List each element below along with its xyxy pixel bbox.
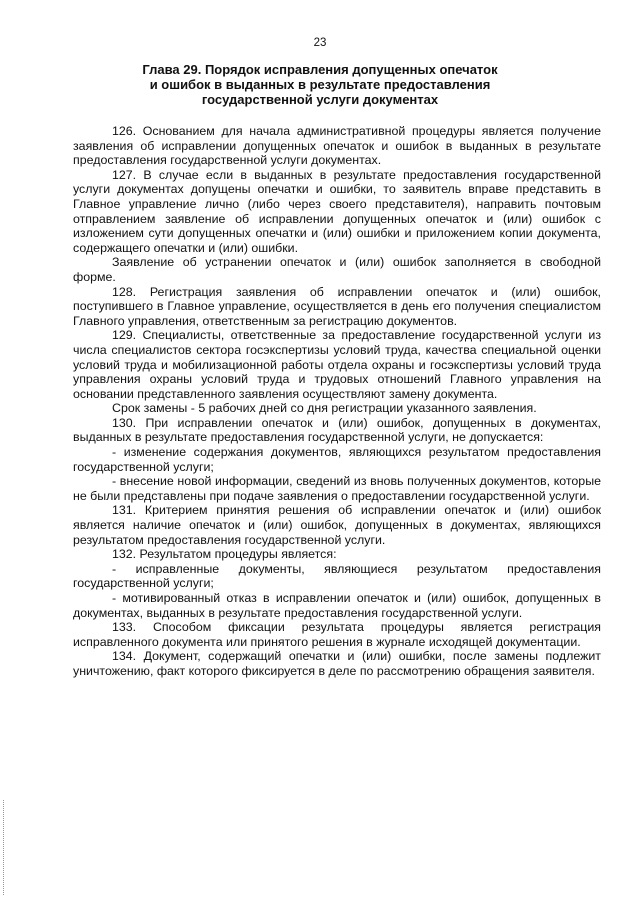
paragraph-127: 127. В случае если в выданных в результате предоставления государственной услуги документах допущены опечатки и ошибки, то заявитель вправе представить в Главное управление лично (либо через своего представителя), направить почтовым отправлением заявление об исправлении допущенных опечаток и (или) ошибок с изложением сути допущенных опечатки и (или) ошибки и приложением копии документа, содержащего опечатки и (или) ошибки. xyxy=(73,167,601,255)
page-number: 23 xyxy=(313,37,327,49)
paragraph-128: 128. Регистрация заявления об исправлении опечаток и (или) ошибок, поступившего в Главное управление, осуществляется в день его получения специалистом Главного управления, ответственным за регистрацию документов. xyxy=(73,284,601,328)
chapter-heading-line: Глава 29. Порядок исправления допущенных опечаток xyxy=(142,62,498,77)
chapter-heading-line: и ошибок в выданных в результате предоставления xyxy=(149,77,491,92)
paragraph-133: 133. Способом фиксации результата процедуры является регистрация исправленного документа или принятого решения в журнале исходящей документации. xyxy=(73,620,601,649)
paragraph-132: 132. Результатом процедуры является: xyxy=(112,547,337,562)
paragraph-126: 126. Основанием для начала административной процедуры является получение заявления об исправлении допущенных опечаток и ошибок в выданных в результате предоставления государственной услуги документах. xyxy=(73,124,601,168)
paragraph-131: 131. Критерием принятия решения об исправлении опечаток и (или) ошибок является наличие опечаток и (или) ошибок, допущенных в документах, являющихся результатом предоставления государственной услуги. xyxy=(73,503,601,547)
paragraph-application-form: Заявление об устранении опечаток и (или) ошибок заполняется в свободной форме. xyxy=(73,255,601,284)
chapter-heading-line: государственной услуги документах xyxy=(201,92,439,107)
paragraph-130: 130. При исправлении опечаток и (или) ошибок, допущенных в документах, выданных в результате предоставления государственной услуги, не допускается: xyxy=(73,415,601,445)
paragraph-134: 134. Документ, содержащий опечатки и (или) ошибки, после замены подлежит уничтожению, факт которого фиксируется в деле по рассмотрению обращения заявителя. xyxy=(73,649,601,678)
list-item: - мотивированный отказ в исправлении опечаток и (или) ошибок, допущенных в документах, выданных в результате предоставления государственной услуги. xyxy=(73,591,601,620)
list-item: - внесение новой информации, сведений из вновь полученных документов, которые не были представлены при подаче заявления о предоставлении государственной услуги. xyxy=(73,474,601,503)
chapter-heading xyxy=(70,62,570,107)
paragraph-replacement-term: Срок замены - 5 рабочих дней со дня регистрации указанного заявления. xyxy=(112,401,537,416)
list-item: - исправленные документы, являющиеся результатом предоставления государственной услуги; xyxy=(73,561,601,591)
document-body xyxy=(73,124,601,679)
margin-scan-mark xyxy=(3,800,7,895)
list-item: - изменение содержания документов, являющихся результатом предоставления государственной услуги; xyxy=(73,445,601,474)
paragraph-129: 129. Специалисты, ответственные за предоставление государственной услуги из числа специалистов сектора госэкспертизы условий труда, качества специальной оценки условий труда и мобилизационной работы отдела охраны и госэкспертизы условий труда управления охраны условий труда и трудовых отношений Главного управления на основании представленного заявления осуществляют замену документа. xyxy=(73,328,601,401)
